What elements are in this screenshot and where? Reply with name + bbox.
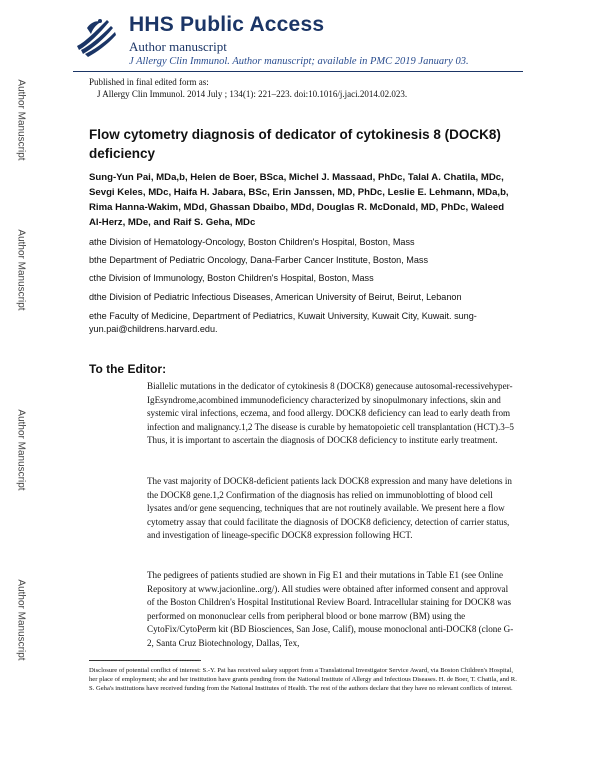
body-paragraph-2: The vast majority of DOCK8-deficient patients lack DOCK8 expression and many have deletions in the DOCK8 gene.1,2 Confirmation of the diagnosis has relied on immunoblotting of blood cell lysates and/or gene sequencing, techniques that are not routinely available. We present here a flow cytometry assay that could facilitate the diagnosis of DOCK8 deficiency, detection of carrier status, and investigation of lineage-specific DOCK8 expression following HCT. bbox=[147, 476, 512, 541]
footnote-divider bbox=[89, 660, 201, 661]
hhs-eagle-logo-icon bbox=[73, 12, 119, 58]
affiliation-a: athe Division of Hematology-Oncology, Boston Children's Hospital, Boston, Mass bbox=[89, 237, 415, 247]
header-divider bbox=[73, 71, 523, 72]
side-label-2: Author Manuscript bbox=[15, 229, 27, 311]
author-list: Sung-Yun Pai, MDa,b, Helen de Boer, BSca, Michel J. Massaad, PhDc, Talal A. Chatila, MDc, Sevgi Keles, MDc, Haifa H. Jabara, BSc, Erin Janssen, MD, PhDc, Leslie E. Lehmann, MDa,b, Rima Hanna-Wakim, MDd, Ghassan Dbaibo, MDd, Douglas R. McDonald, MD, PhDc, Waleed Al-Herz, MDe, and Raif S. Geha, MDc bbox=[89, 172, 509, 228]
side-label-1: Author Manuscript bbox=[15, 79, 27, 161]
body-paragraph-3: The pedigrees of patients studied are shown in Fig E1 and their mutations in Table E1 (see Online Repository at www.jacionline..org/). All studies were obtained after informed consent and approval of the Boston Children's Hospital Institutional Review Board. Intracellular staining for DOCK8 was performed on mononuclear cells from peripheral blood or bone marrow (BM) using the CytoFix/CytoPerm kit (BD Biosciences, San Jose, Calif), mouse monoclonal anti-DOCK8 (clone G-2, Santa Cruz Biotechnology, Dallas, Tex, bbox=[147, 570, 514, 648]
side-label-3: Author Manuscript bbox=[15, 409, 27, 491]
header-subtitle: Author manuscript bbox=[129, 39, 227, 54]
side-rail bbox=[0, 0, 44, 776]
article-title: Flow cytometry diagnosis of dedicator of cytokinesis 8 (DOCK8) deficiency bbox=[89, 127, 501, 161]
affiliation-e: ethe Faculty of Medicine, Department of Pediatrics, Kuwait University, Kuwait City, Kuwait. sung-yun.pai@childrens.harvard.edu. bbox=[89, 311, 477, 334]
publication-citation: J Allergy Clin Immunol. 2014 July ; 134(1): 221–223. doi:10.1016/j.jaci.2014.02.023. bbox=[97, 89, 408, 99]
body-paragraph-1: Biallelic mutations in the dedicator of cytokinesis 8 (DOCK8) genecause autosomal-recessivehyper-IgEsyndrome,acombined immunodeficiency characterized by sinopulmonary infections, skin and systemic viral infections, eczema, and food allergy. DOCK8 deficiency can lead to early death from infection and malignancy.1,2 The disease is curable by hematopoietic cell transplantation (HCT).3–5 Thus, it is important to ascertain the diagnosis of DOCK8 deficiency to institute early treatment. bbox=[147, 381, 514, 446]
header-title: HHS Public Access bbox=[129, 13, 325, 36]
affiliation-d: dthe Division of Pediatric Infectious Diseases, American University of Beirut, Beirut, Lebanon bbox=[89, 292, 462, 302]
published-label: Published in final edited form as: bbox=[89, 77, 209, 87]
affiliation-c: cthe Division of Immunology, Boston Children's Hospital, Boston, Mass bbox=[89, 273, 374, 283]
side-label-4: Author Manuscript bbox=[15, 579, 27, 661]
section-heading: To the Editor: bbox=[89, 362, 167, 376]
affiliation-b: bthe Department of Pediatric Oncology, Dana-Farber Cancer Institute, Boston, Mass bbox=[89, 255, 428, 265]
header-journal-line: J Allergy Clin Immunol. Author manuscript; available in PMC 2019 January 03. bbox=[129, 56, 469, 67]
footnote-disclosure: Disclosure of potential conflict of interest: S.-Y. Pai has received salary support from a Translational Investigator Service Award, via Boston Children's Hospital, her place of employment; she and her institution have grants pending from the National Institute of Allergy and Infectious Diseases. H. de Boer, T. Chatila, and R. S. Geha's institutions have received funding from the National Institutes of Health. The rest of the authors declare that they have no relevant conflicts of interest. bbox=[89, 667, 517, 693]
